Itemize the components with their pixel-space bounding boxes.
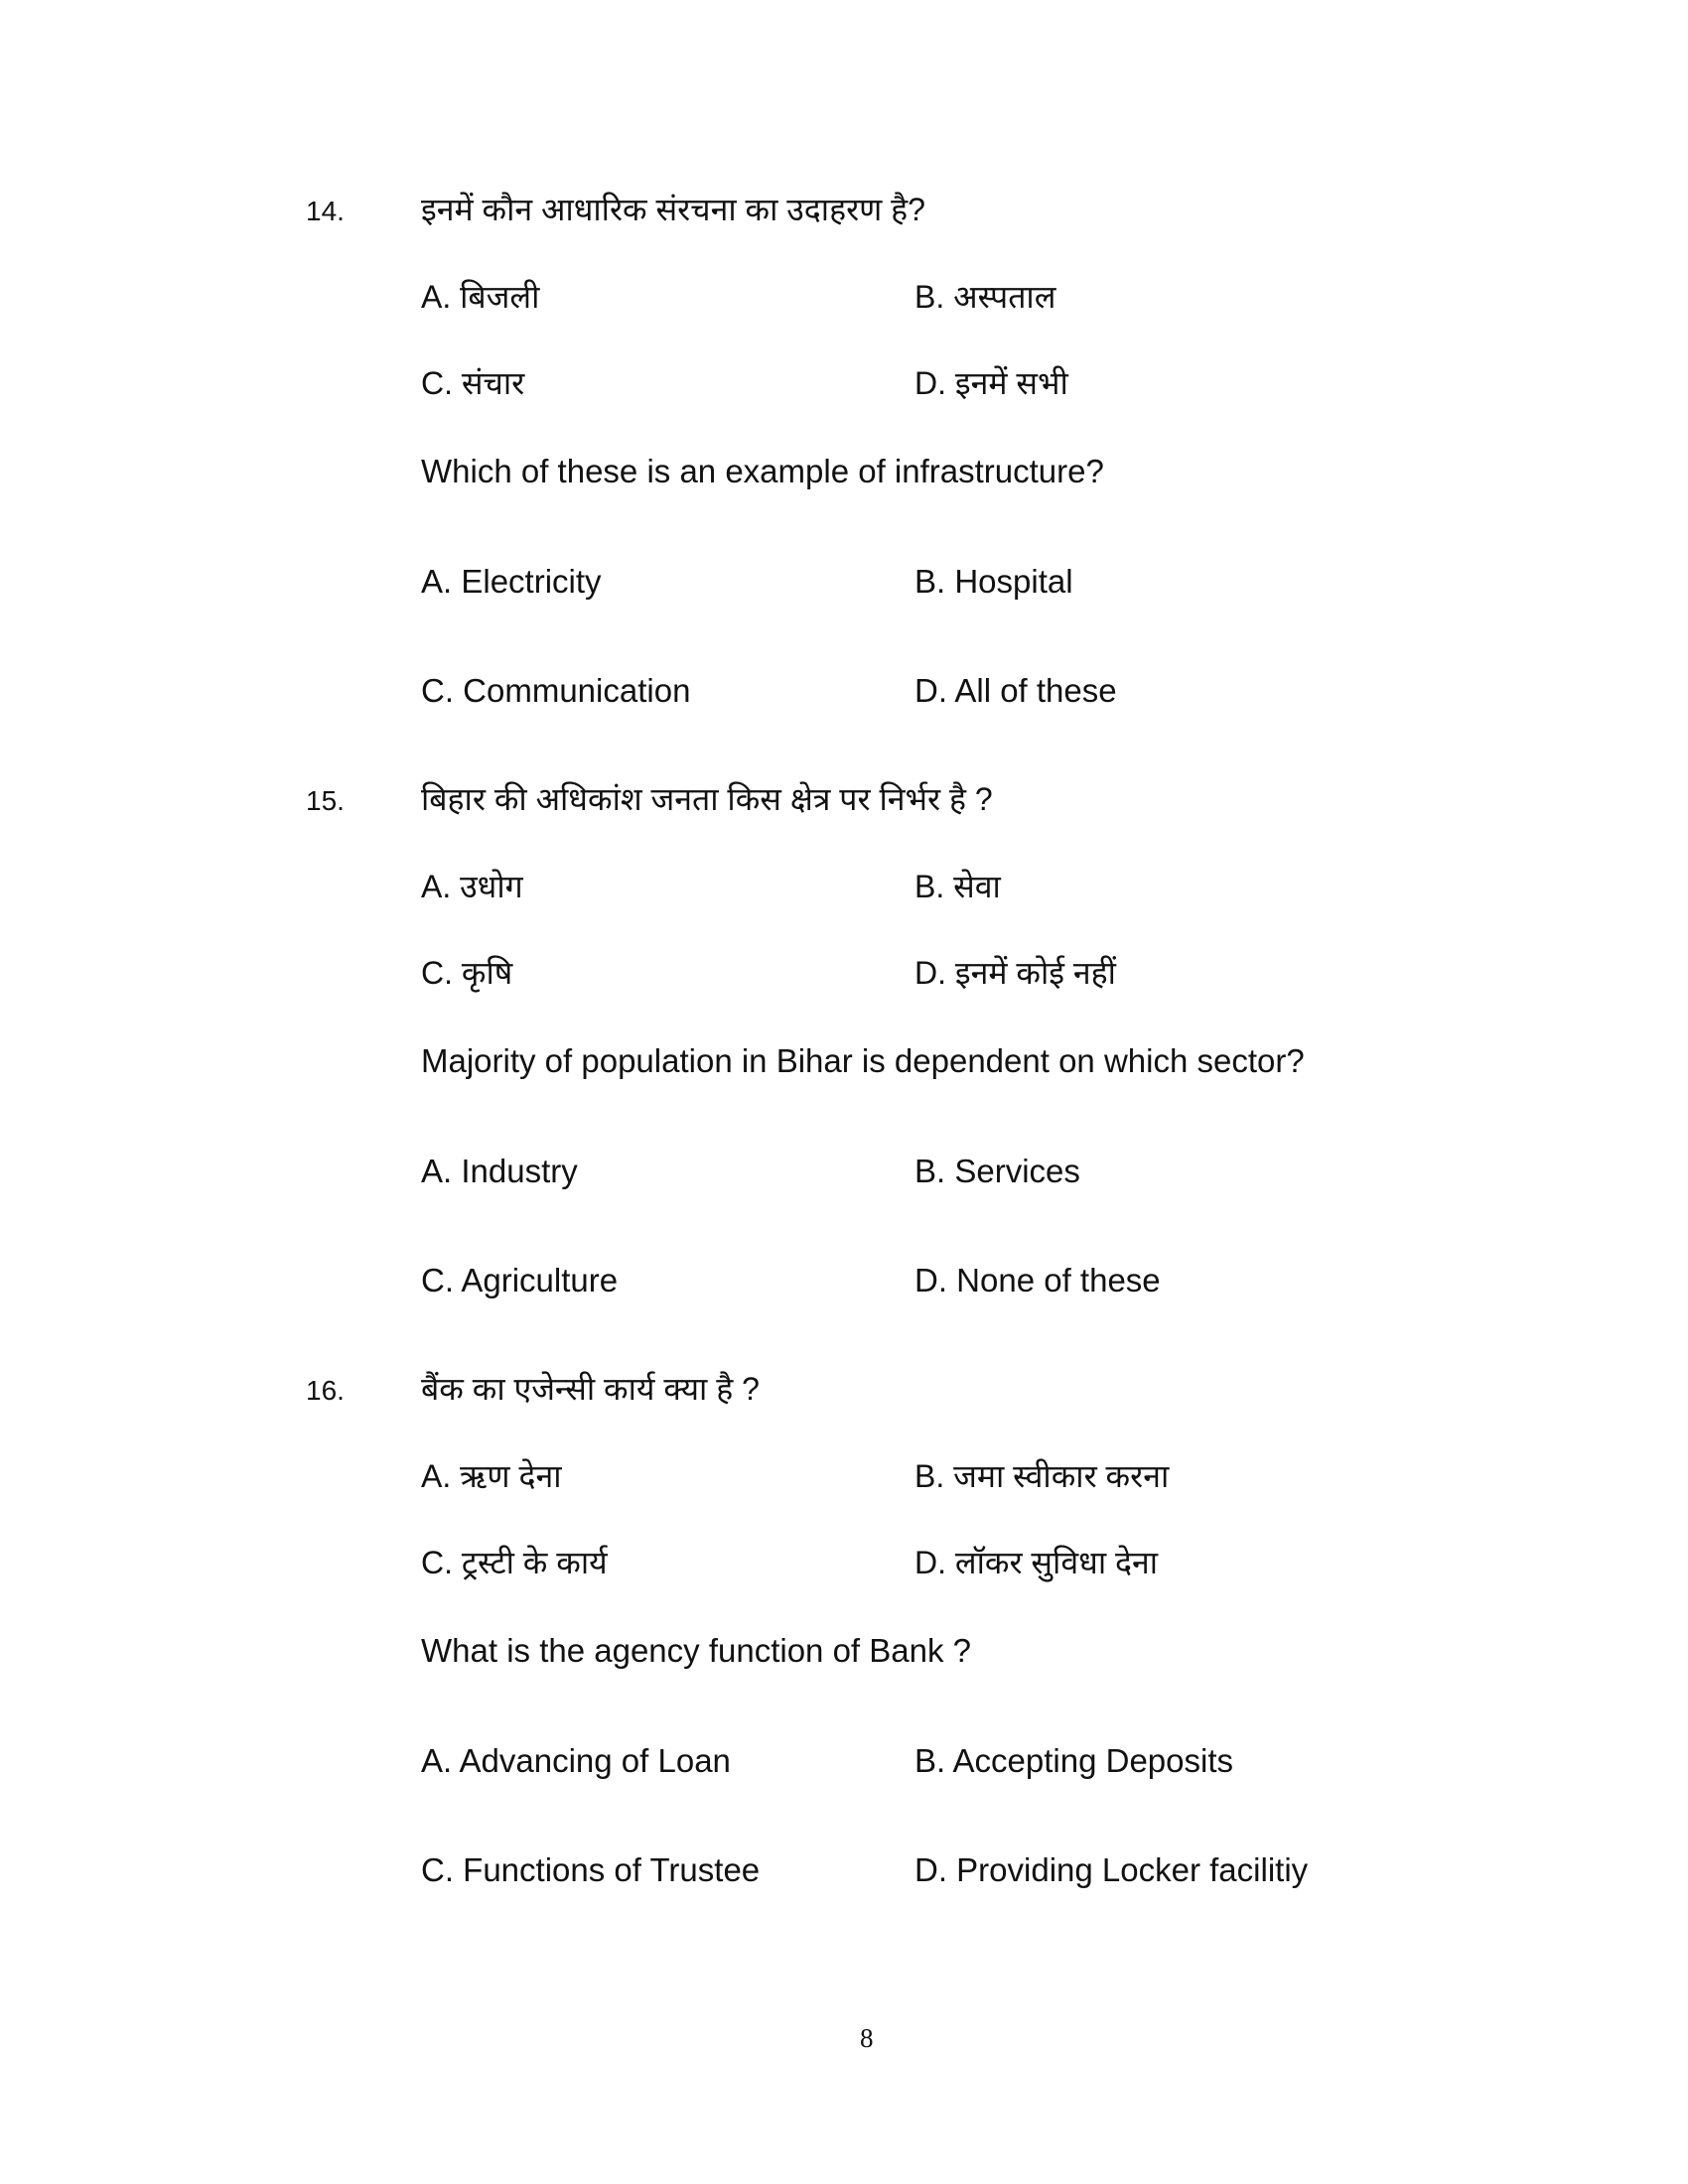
option-a-hindi: A. उधोग — [421, 869, 523, 904]
option-b-hindi: B. जमा स्वीकार करना — [914, 1458, 1170, 1494]
question-text-hindi: इनमें कौन आधारिक संरचना का उदाहरण है? — [421, 192, 925, 227]
option-a-hindi: A. ऋण देना — [421, 1458, 562, 1494]
option-c-hindi: C. संचार — [421, 365, 525, 401]
option-c-english: C. Functions of Trustee — [421, 1851, 761, 1888]
option-d-english: D. Providing Locker facilitiy — [914, 1851, 1309, 1888]
question-text-hindi: बिहार की अधिकांश जनता किस क्षेत्र पर निर्भर है ? — [421, 781, 993, 817]
option-c-hindi: C. कृषि — [421, 955, 513, 991]
option-a-english: A. Electricity — [421, 563, 602, 600]
question-16 — [0, 1373, 1688, 1963]
option-a-hindi: A. बिजली — [421, 279, 540, 315]
option-c-english: C. Agriculture — [421, 1262, 619, 1298]
question-text-english: What is the agency function of Bank ? — [421, 1632, 971, 1669]
option-d-hindi: D. इनमें कोई नहीं — [914, 955, 1116, 991]
option-d-english: D. None of these — [914, 1262, 1161, 1298]
question-number: 15. — [306, 785, 345, 816]
option-d-hindi: D. इनमें सभी — [914, 365, 1068, 401]
option-b-english: B. Hospital — [914, 563, 1073, 600]
question-number: 16. — [306, 1375, 345, 1406]
question-15 — [0, 783, 1688, 1373]
option-b-hindi: B. सेवा — [914, 869, 1001, 904]
question-text-english: Which of these is an example of infrastructure? — [421, 453, 1104, 489]
option-d-english: D. All of these — [914, 672, 1117, 709]
option-c-hindi: C. ट्रस्टी के कार्य — [421, 1545, 608, 1580]
question-number: 14. — [306, 196, 345, 226]
option-b-hindi: B. अस्पताल — [914, 279, 1056, 315]
option-c-english: C. Communication — [421, 672, 691, 709]
option-b-english: B. Accepting Deposits — [914, 1742, 1234, 1779]
question-14 — [0, 194, 1688, 783]
question-text-english: Majority of population in Bihar is dependent on which sector? — [421, 1042, 1305, 1079]
option-d-hindi: D. लॉकर सुविधा देना — [914, 1545, 1159, 1580]
option-b-english: B. Services — [914, 1153, 1080, 1189]
question-text-hindi: बैंक का एजेन्सी कार्य क्या है ? — [421, 1371, 760, 1407]
option-a-english: A. Advancing of Loan — [421, 1742, 731, 1779]
option-a-english: A. Industry — [421, 1153, 578, 1189]
page-number: 8 — [860, 2023, 874, 2053]
